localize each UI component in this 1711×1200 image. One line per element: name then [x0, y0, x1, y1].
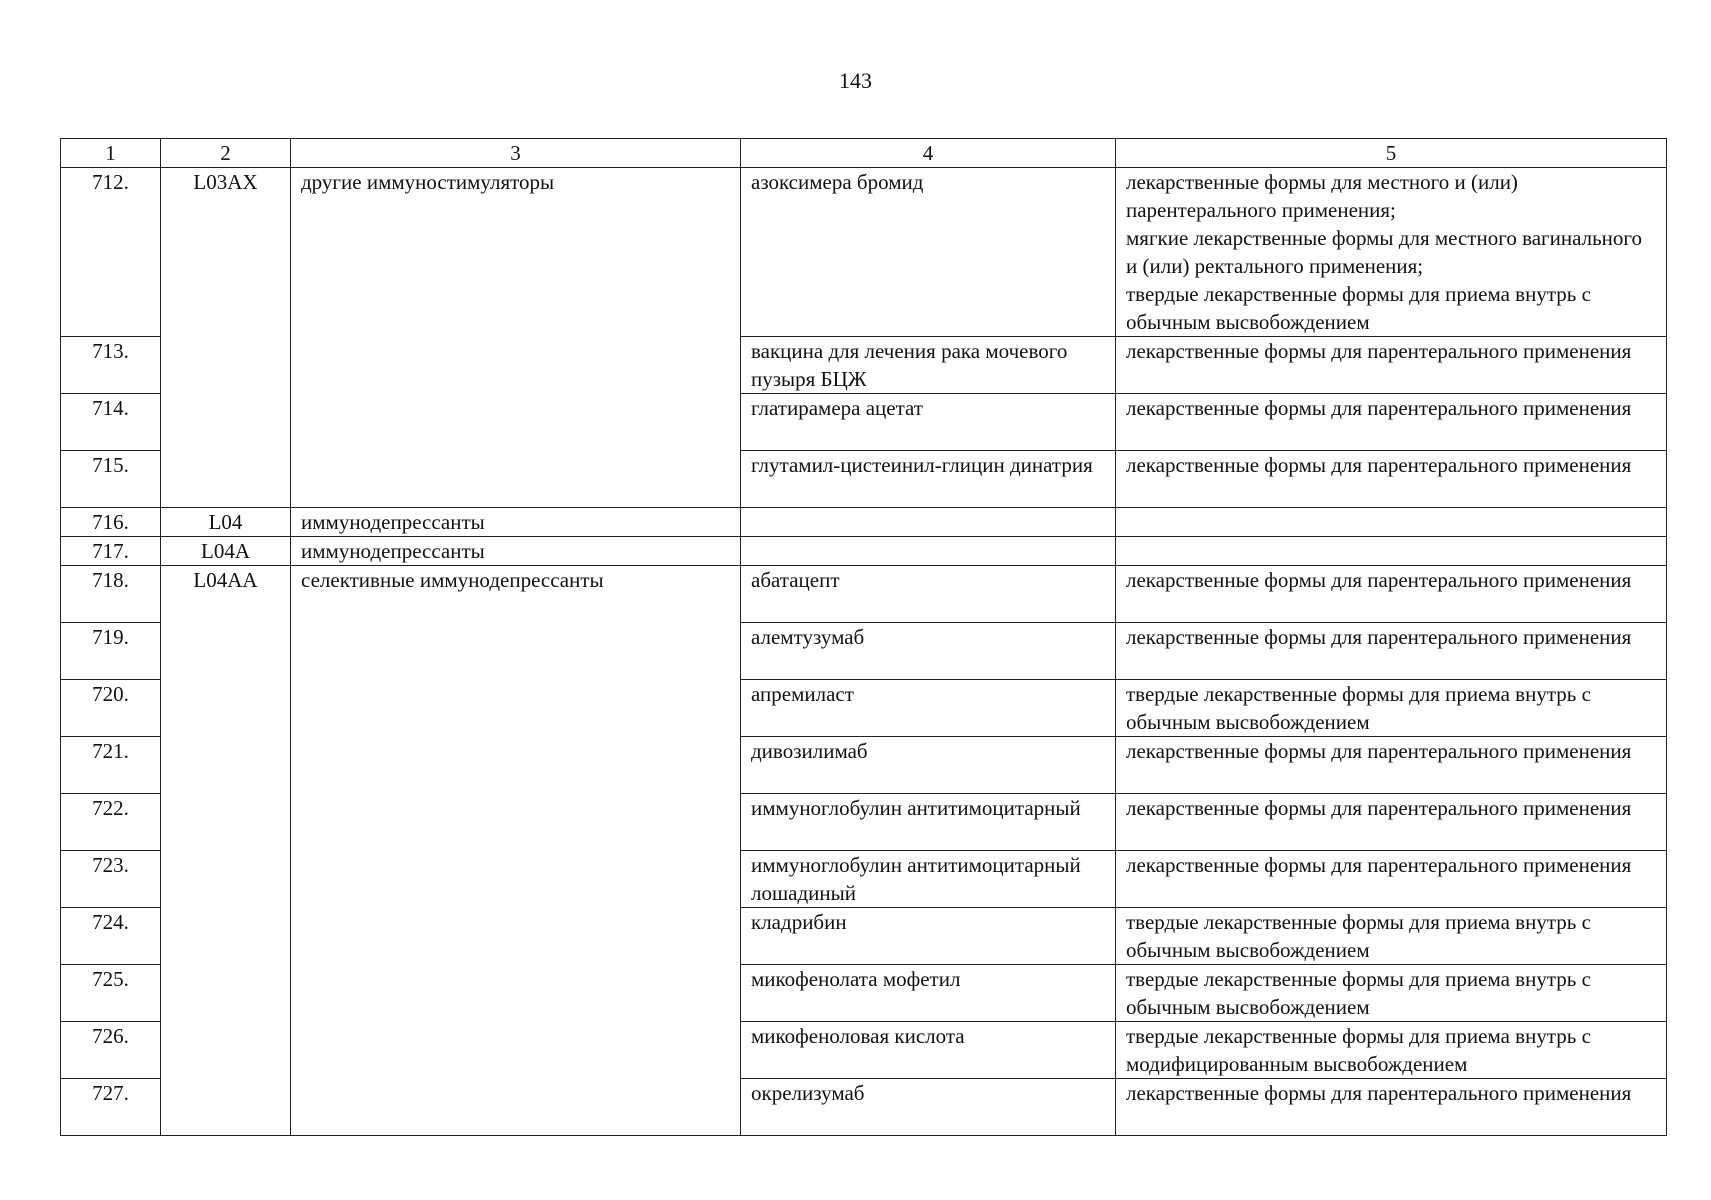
column-header: 5 — [1116, 139, 1667, 168]
atc-code: L03AX — [161, 168, 291, 508]
page-number: 143 — [839, 68, 872, 93]
group-name: селективные иммунодепрессанты — [291, 566, 741, 1136]
row-number: 727. — [61, 1079, 161, 1136]
dosage-form: лекарственные формы для парентерального применения — [1116, 1079, 1667, 1136]
drug-name — [741, 537, 1116, 566]
row-number: 724. — [61, 908, 161, 965]
drug-name: иммуноглобулин антитимоцитарный лошадиный — [741, 851, 1116, 908]
drug-name — [741, 508, 1116, 537]
dosage-form: лекарственные формы для парентерального применения — [1116, 337, 1667, 394]
row-number: 716. — [61, 508, 161, 537]
dosage-form: лекарственные формы для парентерального применения — [1116, 851, 1667, 908]
atc-code: L04AA — [161, 566, 291, 1136]
dosage-form: лекарственные формы для парентерального применения — [1116, 794, 1667, 851]
drug-name: вакцина для лечения рака мочевого пузыря БЦЖ — [741, 337, 1116, 394]
drug-name: апремиласт — [741, 680, 1116, 737]
row-number: 712. — [61, 168, 161, 337]
table-row — [61, 537, 1667, 566]
dosage-form — [1116, 508, 1667, 537]
dosage-form: твердые лекарственные формы для приема внутрь с модифицированным высвобождением — [1116, 1022, 1667, 1079]
atc-code: L04A — [161, 537, 291, 566]
row-number: 719. — [61, 623, 161, 680]
drug-name: абатацепт — [741, 566, 1116, 623]
row-number: 721. — [61, 737, 161, 794]
row-number: 715. — [61, 451, 161, 508]
dosage-form: лекарственные формы для парентерального применения — [1116, 394, 1667, 451]
drug-name: микофенолата мофетил — [741, 965, 1116, 1022]
row-number: 713. — [61, 337, 161, 394]
dosage-form: лекарственные формы для парентерального применения — [1116, 566, 1667, 623]
dosage-form: твердые лекарственные формы для приема внутрь с обычным высвобождением — [1116, 680, 1667, 737]
drug-name: иммуноглобулин антитимоцитарный — [741, 794, 1116, 851]
dosage-form: твердые лекарственные формы для приема внутрь с обычным высвобождением — [1116, 908, 1667, 965]
column-header: 1 — [61, 139, 161, 168]
group-name: иммунодепрессанты — [291, 537, 741, 566]
drug-name: глутамил-цистеинил-глицин динатрия — [741, 451, 1116, 508]
dosage-form: лекарственные формы для местного и (или) парентерального применения; мягкие лекарственные формы для местного вагинального и (или) ректального применения; твердые лекарственные формы для приема внутрь с обычным высвобождением — [1116, 168, 1667, 337]
dosage-form: лекарственные формы для парентерального применения — [1116, 623, 1667, 680]
dosage-form — [1116, 537, 1667, 566]
table-row — [61, 168, 1667, 337]
column-header: 3 — [291, 139, 741, 168]
table-row — [61, 566, 1667, 623]
medication-table — [60, 138, 1667, 1136]
drug-name: дивозилимаб — [741, 737, 1116, 794]
table-row — [61, 508, 1667, 537]
row-number: 725. — [61, 965, 161, 1022]
drug-name: микофеноловая кислота — [741, 1022, 1116, 1079]
drug-name: кладрибин — [741, 908, 1116, 965]
column-header: 2 — [161, 139, 291, 168]
row-number: 720. — [61, 680, 161, 737]
header-row — [61, 139, 1667, 168]
column-header: 4 — [741, 139, 1116, 168]
row-number: 726. — [61, 1022, 161, 1079]
drug-name: окрелизумаб — [741, 1079, 1116, 1136]
drug-name: глатирамера ацетат — [741, 394, 1116, 451]
row-number: 722. — [61, 794, 161, 851]
row-number: 723. — [61, 851, 161, 908]
dosage-form: лекарственные формы для парентерального применения — [1116, 737, 1667, 794]
drug-name: азоксимера бромид — [741, 168, 1116, 337]
group-name: другие иммуностимуляторы — [291, 168, 741, 508]
row-number: 714. — [61, 394, 161, 451]
drug-name: алемтузумаб — [741, 623, 1116, 680]
group-name: иммунодепрессанты — [291, 508, 741, 537]
row-number: 718. — [61, 566, 161, 623]
dosage-form: лекарственные формы для парентерального применения — [1116, 451, 1667, 508]
row-number: 717. — [61, 537, 161, 566]
dosage-form: твердые лекарственные формы для приема внутрь с обычным высвобождением — [1116, 965, 1667, 1022]
atc-code: L04 — [161, 508, 291, 537]
